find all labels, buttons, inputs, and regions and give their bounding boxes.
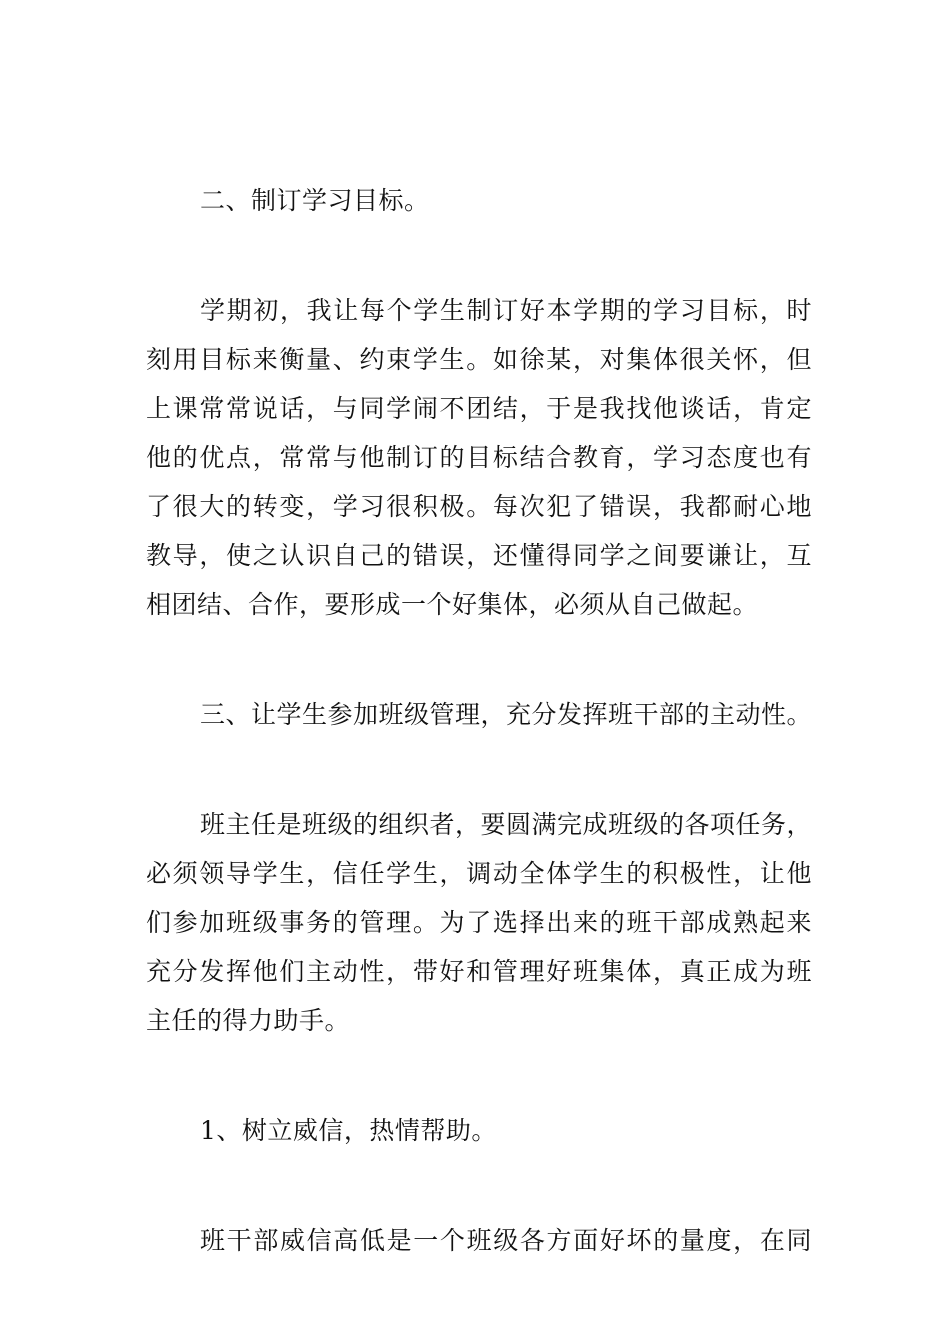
paragraph-line: 刻用目标来衡量、约束学生。如徐某，对集体很关怀，但	[146, 345, 812, 374]
paragraph-line: 相团结、合作，要形成一个好集体，必须从自己做起。	[146, 590, 759, 619]
paragraph-line: 他的优点，常常与他制订的目标结合教育，学习态度也有	[146, 443, 812, 472]
section-heading: 三、让学生参加班级管理，充分发挥班干部的主动性。	[200, 700, 813, 729]
paragraph-line: 班主任是班级的组织者，要圆满完成班级的各项任务，	[200, 810, 813, 839]
paragraph-gap	[146, 1155, 812, 1216]
paragraph-line: 主任的得力助手。	[146, 1006, 351, 1035]
paragraph-line: 学期初，我让每个学生制订好本学期的学习目标，时	[200, 296, 812, 325]
document-body	[146, 176, 812, 1265]
paragraph	[146, 1216, 812, 1265]
paragraph-gap	[146, 629, 812, 690]
paragraph-line: 班干部威信高低是一个班级各方面好坏的量度，在同	[200, 1226, 812, 1255]
paragraph-line: 充分发挥他们主动性，带好和管理好班集体，真正成为班	[146, 957, 812, 986]
subsection-heading: 1、树立威信，热情帮助。	[200, 1116, 497, 1145]
paragraph	[146, 286, 812, 629]
paragraph-line: 教导，使之认识自己的错误，还懂得同学之间要谦让，互	[146, 541, 812, 570]
paragraph-gap	[146, 1045, 812, 1106]
paragraph-line: 上课常常说话，与同学闹不团结，于是我找他谈话，肯定	[146, 394, 812, 423]
paragraph-line: 们参加班级事务的管理。为了选择出来的班干部成熟起来	[146, 908, 812, 937]
paragraph-line: 了很大的转变，学习很积极。每次犯了错误，我都耐心地	[146, 492, 812, 521]
paragraph-gap	[146, 739, 812, 800]
paragraph-gap	[146, 225, 812, 286]
paragraph-line: 必须领导学生，信任学生，调动全体学生的积极性，让他	[146, 859, 812, 888]
paragraph	[146, 800, 812, 1045]
section-heading: 二、制订学习目标。	[200, 186, 430, 215]
